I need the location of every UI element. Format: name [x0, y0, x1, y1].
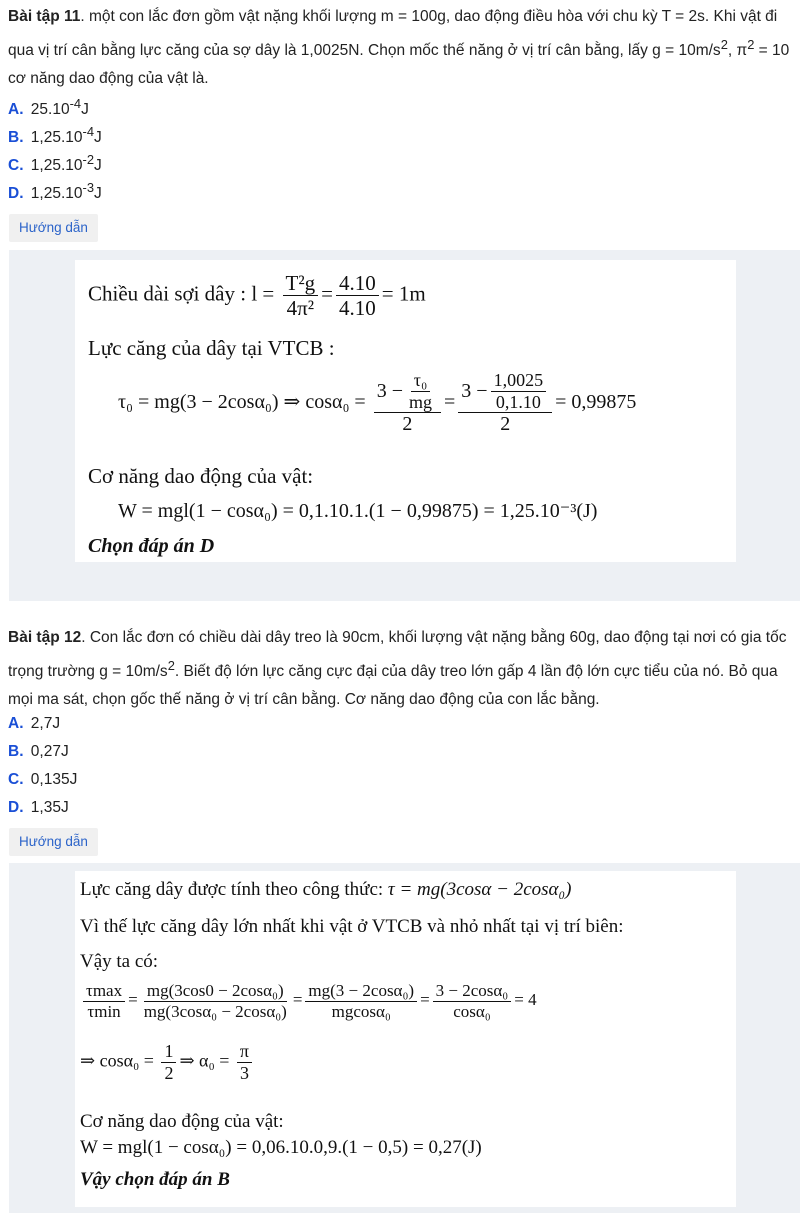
q12-sol-line-alpha: ⇒ cosα₀ = $\frac{1}{2}$ ⇒ α₀ = $\frac{\pi}{3}$: [80, 1041, 255, 1083]
q12-solution-panel: [9, 863, 800, 1213]
q11-sol-answer: Chọn đáp án D: [88, 535, 215, 557]
frac-one-half: $\frac{1}{2}$: [161, 1041, 176, 1083]
q11-option-c[interactable]: C. $1,25.10^{-2}J$: [8, 152, 102, 175]
frac-tau-ratio: $\frac{\tau\max}{\tau\min}$: [83, 981, 125, 1021]
frac-cos-formula: 3 − $\frac{\text{τ₀}}{mg}$ 2: [374, 370, 441, 436]
frac-mg-simplified: $\frac{\text{mg(3 − 2cosα₀)}}{\text{mgcosα₀}}$: [305, 981, 417, 1021]
q12-sol-answer: Vậy chọn đáp án B: [80, 1169, 230, 1190]
q11-sol-line-tension: τ₀ = mg(3 − 2cosα₀) ⇒ cosα₀ = 3 − $\frac{\text{τ₀}}{mg}$ 2 = 3 − $\frac{1,0025}{0,1.10}$ 2 = 0,99875: [118, 370, 637, 436]
frac-mg-full: $\frac{\text{mg(3cos0 − 2cosα₀)}}{\text{mg(3cosα₀ − 2cosα₀)}}$: [143, 981, 287, 1021]
q11-sol-line-energy: W = mgl(1 − cosα₀) = 0,1.10.1.(1 − 0,99875) = 1,25.10⁻³(J): [118, 500, 598, 522]
q12-option-b[interactable]: B. 0,27J: [8, 743, 69, 760]
q12-sol-line-energy: W = mgl(1 − cosα₀) = 0,06.10.0,9.(1 − 0,5) = 0,27(J): [80, 1137, 482, 1158]
frac-pi-third: $\frac{\pi}{3}$: [237, 1041, 252, 1083]
q12-sol-line-formula: Lực căng dây được tính theo công thức: τ = mg(3cosα − 2cosα₀): [80, 879, 572, 900]
frac-4-10: $\frac{4.10}{4.10}$: [336, 271, 379, 320]
q12-option-d[interactable]: D. 1,35J: [8, 799, 69, 816]
question-11-label: Bài tập 11: [8, 8, 81, 25]
q12-sol-line-therefore: Vậy ta có:: [80, 951, 159, 972]
q11-sol-line-energy-heading: Cơ năng dao động của vật:: [88, 464, 314, 488]
question-11-text: Bài tập 11. một con lắc đơn gồm vật nặng khối lượng m = 100g, dao động điều hòa với chu kỳ T = 2s. Khi vật đi qua vị trí cân bằng lực căng của sợ dây là 1,0025N. Chọn mốc thế năng ở vị trí cân bằng, lấy $g = 10m/s^2$, $\pi^2 = 10$ cơ năng dao động của vật là.: [8, 8, 790, 88]
q11-sol-line-length: Chiều dài sợi dây : l = $\frac{\text{T²g}}{\text{4π²}}$ = $\frac{4.10}{4.10}$ = 1m: [88, 271, 426, 321]
q12-solution-sheet: [75, 871, 736, 1207]
q12-option-c[interactable]: C. 0,135J: [8, 771, 78, 788]
q11-sol-line-heading: Lực căng của dây tại VTCB :: [88, 336, 335, 360]
q12-sol-line-ratio: $\frac{\tau\max}{\tau\min}$ = $\frac{\text{mg(3cos0 − 2cosα₀)}}{\text{mg(3cosα₀ − 2cosα₀)}}$ = $\frac{\text{mg(3 − 2cosα₀)}}{\text{mgcosα₀}}$ = $\frac{\text{3 − 2cosα₀}}{\text{cosα₀}}$ = 4: [80, 981, 537, 1021]
frac-cos-ratio: $\frac{\text{3 − 2cosα₀}}{\text{cosα₀}}$: [433, 981, 512, 1021]
q12-option-a[interactable]: A. 2,7J: [8, 715, 61, 732]
q11-solution-sheet: [75, 260, 736, 562]
frac-t2g-4pi2: $\frac{\text{T²g}}{\text{4π²}}$: [283, 271, 319, 320]
frac-cos-values: 3 − $\frac{1,0025}{0,1.10}$ 2: [458, 370, 552, 436]
q11-option-a[interactable]: A. $25.10^{-4}J$: [8, 96, 89, 119]
q12-sol-line-explain: Vì thế lực căng dây lớn nhất khi vật ở VTCB và nhỏ nhất tại vị trí biên:: [80, 916, 624, 937]
q11-solution-panel: [9, 250, 800, 601]
question-12-label: Bài tập 12: [8, 629, 82, 646]
q11-option-b[interactable]: B. $1,25.10^{-4}J$: [8, 124, 102, 147]
question-12-text: Bài tập 12. Con lắc đơn có chiều dài dây treo là 90cm, khối lượng vật nặng bằng 60g, dao động tại nơi có gia tốc trọng trường $g = 10m/s^2$. Biết độ lớn lực căng cực đại của dây treo lớn gấp 4 lần độ lớn cực tiểu của nó. Bỏ qua mọi ma sát, chọn gốc thế năng ở vị trí cân bằng. Cơ năng dao động của con lắc bằng.: [8, 629, 787, 709]
q11-option-d[interactable]: D. $1,25.10^{-3}J$: [8, 180, 102, 203]
q12-sol-line-energy-heading: Cơ năng dao động của vật:: [80, 1111, 284, 1132]
q12-hint-button[interactable]: Hướng dẫn: [9, 828, 98, 856]
q11-hint-button[interactable]: Hướng dẫn: [9, 214, 98, 242]
